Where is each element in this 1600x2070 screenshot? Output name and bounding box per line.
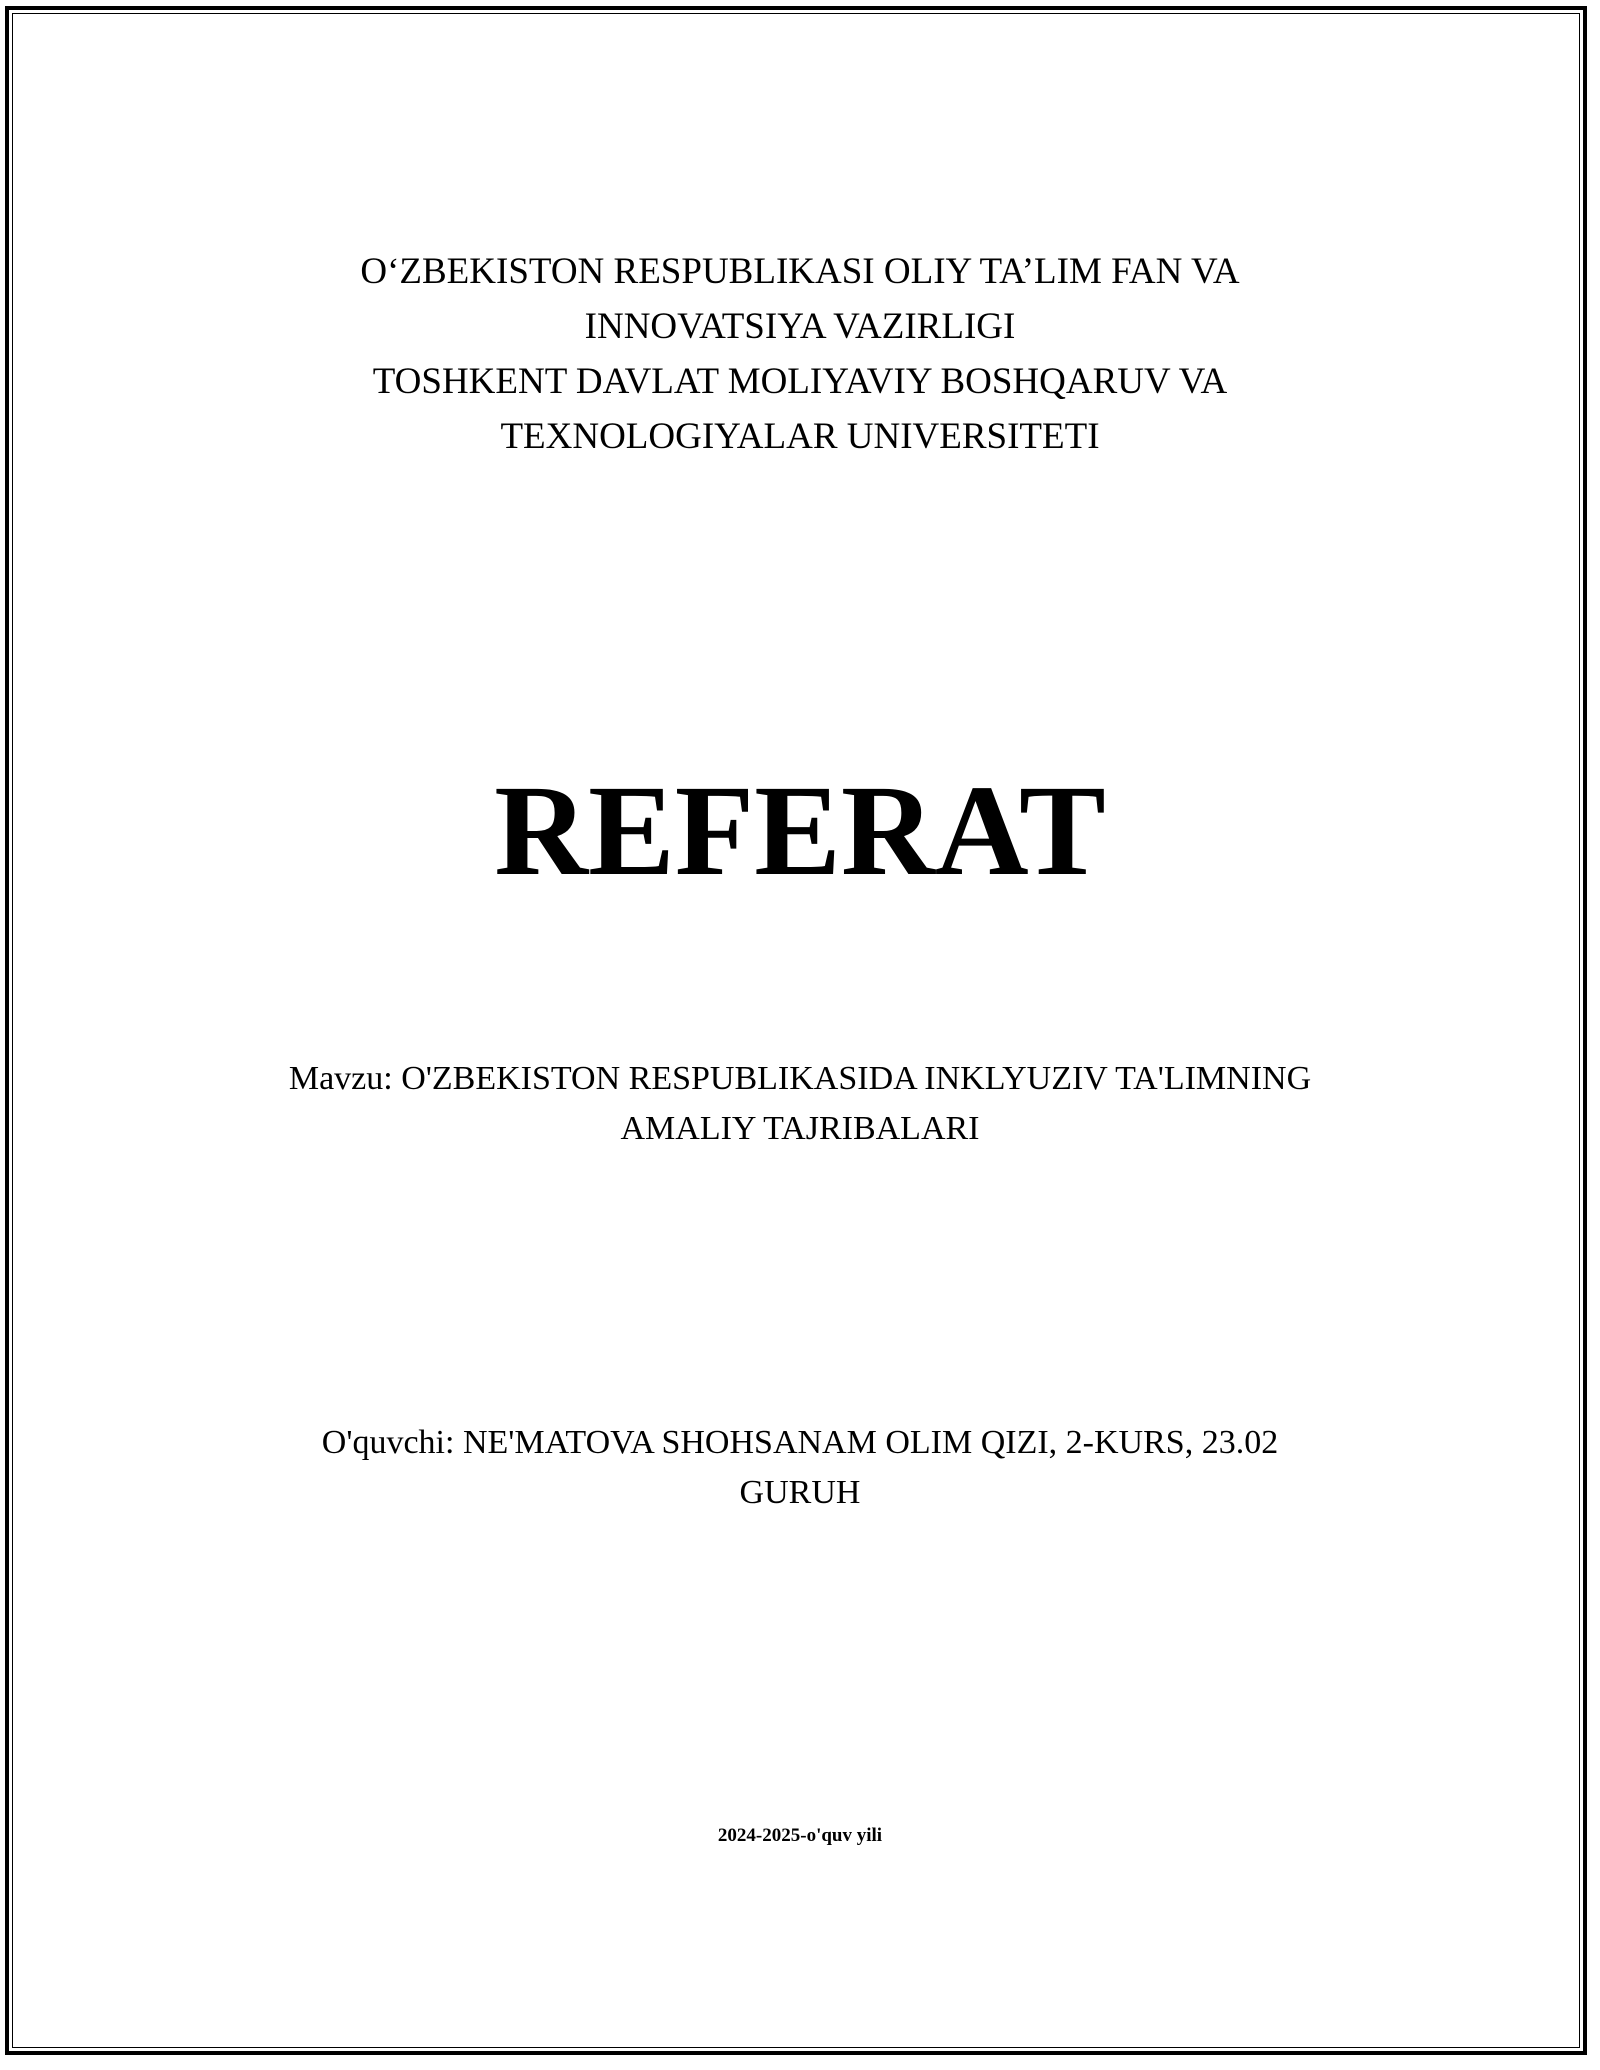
header-line: TOSHKENT DAVLAT MOLIYAVIY BOSHQARUV VA <box>372 361 1228 402</box>
topic-line: Mavzu: O'ZBEKISTON RESPUBLIKASIDA INKLYUZIV TA'LIMNING <box>288 1060 1312 1097</box>
header-line: INNOVATSIYA VAZIRLIGI <box>584 306 1016 347</box>
document-title: REFERAT <box>494 759 1106 903</box>
institution-header <box>0 244 1600 464</box>
topic-block <box>0 1054 1600 1154</box>
header-line: O‘ZBEKISTON RESPUBLIKASI OLIY TA’LIM FAN VA <box>360 251 1240 292</box>
student-line: O'quvchi: NE'MATOVA SHOHSANAM OLIM QIZI, 2-KURS, 23.02 <box>321 1424 1279 1461</box>
header-line: TEXNOLOGIYALAR UNIVERSITETI <box>500 416 1100 457</box>
student-line: GURUH <box>739 1474 861 1511</box>
academic-year: 2024-2025-o'quv yili <box>717 1825 883 1846</box>
student-block <box>0 1418 1600 1518</box>
topic-line: AMALIY TAJRIBALARI <box>620 1110 980 1147</box>
